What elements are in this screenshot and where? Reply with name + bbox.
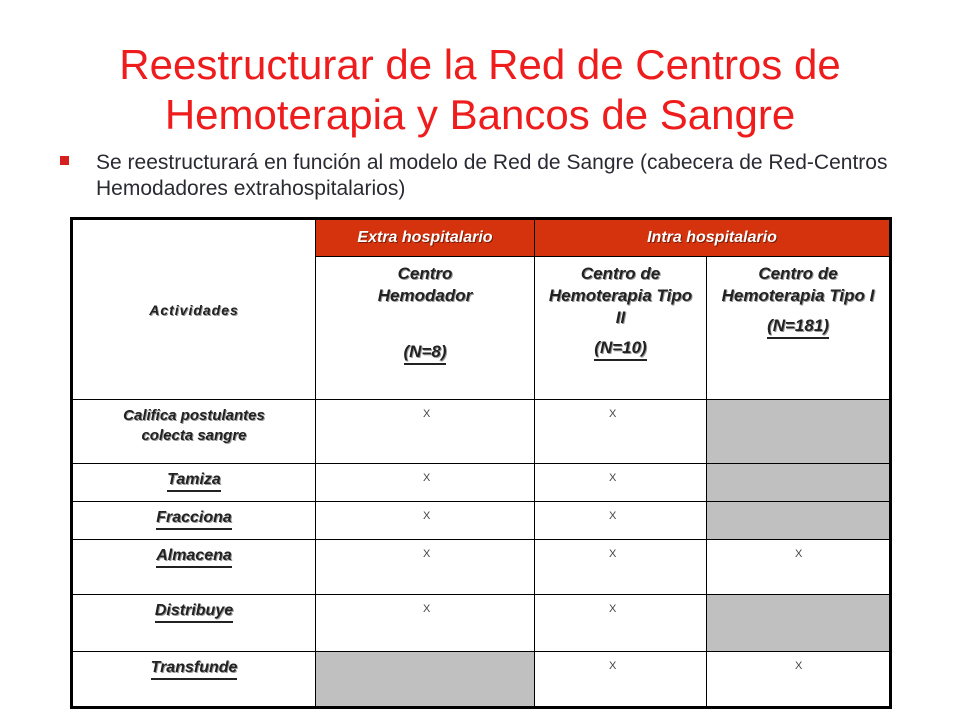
center-header-tipo-i	[707, 257, 891, 400]
activity-text: Distribuye	[155, 601, 233, 623]
center-count: (N=181)	[767, 315, 829, 339]
title-line-1: Reestructurar de la Red de Centros de	[119, 41, 841, 88]
activity-text: Califica postulantes colecta sangre	[123, 407, 265, 444]
mark-cell: X	[535, 400, 707, 464]
table-row	[72, 502, 891, 540]
center-name: Centro Hemodador	[377, 264, 473, 305]
center-header-tipo-ii	[535, 257, 707, 400]
table-row	[72, 464, 891, 502]
mark-cell: X	[316, 464, 535, 502]
activity-label	[72, 400, 316, 464]
mark-cell: X	[535, 652, 707, 708]
activity-text: Almacena	[156, 546, 232, 568]
bullet-text: Se reestructurará en función al modelo de Red de Sangre (cabecera de Red-Centros Hemodadores extrahospitalarios)	[96, 151, 888, 200]
mark-cell: X	[316, 595, 535, 652]
title-line-2: Hemoterapia y Bancos de Sangre	[164, 91, 796, 138]
center-name: Centro de Hemoterapia Tipo II	[548, 264, 693, 327]
mark-cell: X	[707, 652, 891, 708]
activity-text: Tamiza	[167, 470, 221, 492]
activities-header-label: Actividades	[149, 301, 239, 318]
activity-label	[72, 464, 316, 502]
center-count: (N=10)	[594, 337, 646, 361]
mark-cell: X	[535, 595, 707, 652]
activity-label	[72, 502, 316, 540]
activity-label	[72, 540, 316, 595]
center-header-hemodador	[316, 257, 535, 400]
mark-cell: X	[316, 502, 535, 540]
mark-cell: X	[316, 540, 535, 595]
activity-label	[72, 652, 316, 708]
mark-cell: X	[316, 400, 535, 464]
shaded-cell	[707, 502, 891, 540]
table-row	[72, 540, 891, 595]
shaded-cell	[707, 595, 891, 652]
table-row	[72, 400, 891, 464]
shaded-cell	[707, 400, 891, 464]
mark-cell: X	[535, 464, 707, 502]
activities-header	[72, 219, 316, 400]
activities-table	[70, 217, 892, 709]
mark-cell: X	[707, 540, 891, 595]
mark-cell: X	[535, 540, 707, 595]
table-row	[72, 652, 891, 708]
group-header-extra: Extra hospitalario	[316, 219, 535, 257]
slide-title	[40, 40, 920, 140]
center-name: Centro de Hemoterapia Tipo I	[721, 264, 875, 305]
mark-cell: X	[535, 502, 707, 540]
shaded-cell	[316, 652, 535, 708]
activity-label	[72, 595, 316, 652]
center-count: (N=8)	[404, 341, 447, 365]
square-bullet-icon	[60, 156, 69, 165]
shaded-cell	[707, 464, 891, 502]
activity-text: Fracciona	[156, 508, 232, 530]
table-row	[72, 595, 891, 652]
group-header-intra: Intra hospitalario	[535, 219, 891, 257]
activity-text: Transfunde	[151, 658, 238, 680]
